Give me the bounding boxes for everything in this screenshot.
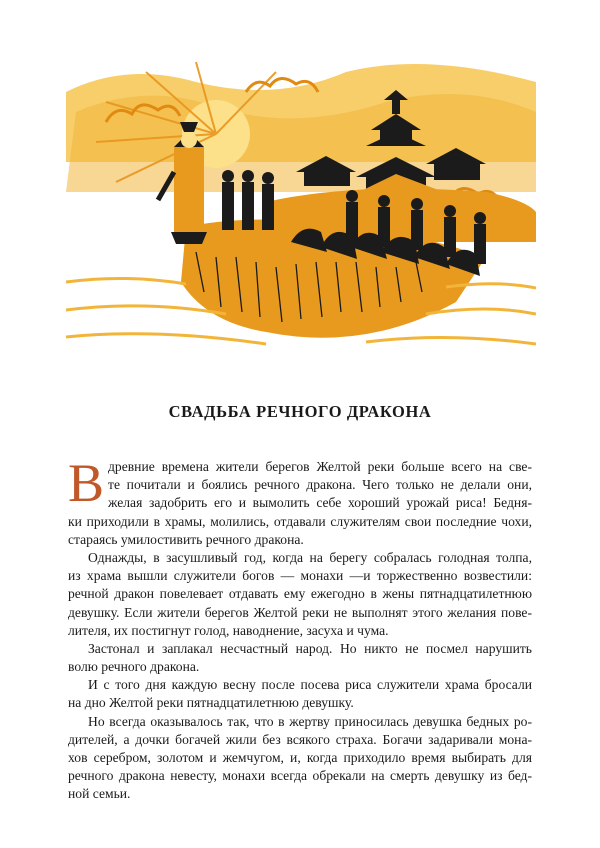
illustration-dragon-shore [66,52,536,362]
text-line: хов серебром, золотом и жемчугом, и, когда приходило время выбирать для [68,750,532,765]
text-line: волю речного дракона. [68,659,200,675]
story-body [68,453,532,804]
text-line: стараясь умилостивить речного дракона. [68,531,304,547]
text-line: из храма вышли служители богов — монахи —и торжественно возвестили: [68,568,532,584]
text-line: речного дракона невесту, монахи всегда обрекали на смерть девушку из бед- [68,768,532,784]
text-line: на дно Желтой реки пятнадцатилетнюю девушку. [68,695,354,711]
text-line: ки приходили в храмы, молились, отдавали служителям свои последние чохи, [68,513,532,529]
text-line: Но всегда оказывалось так, что в жертву приносилась девушка бедных ро- [88,713,532,729]
text-line: те почитали и боялись речного дракона. Чего только не делали они, [108,477,532,493]
chapter-illustration [66,52,536,362]
text-line: лителя, их постигнут голод, наводнение, засуха и чума. [68,622,389,638]
text-line: речной дракон повелевает отдавать ему ежегодно в жены пятнадцатилетнюю [68,586,532,602]
text-line: древние времена жители берегов Желтой реки больше всего на све- [108,459,532,474]
drop-cap: В [68,453,105,513]
text-line: ной семьи. [68,786,131,802]
text-line: девушку. Если жители берегов Желтой реки не выполнят этого желания пове- [68,604,532,620]
text-line: Однажды, в засушливый год, когда на берегу собралась голодная толпа, [88,549,532,565]
chapter-title: СВАДЬБА РЕЧНОГО ДРАКОНА [168,402,432,421]
text-line: желая задобрить его и вымолить себе хороший урожай риса! Бедня- [108,495,532,511]
text-line: И с того дня каждую весну после посева риса служители храма бросали [88,677,532,693]
text-line: дителей, а дочки богачей жили без всякого страха. Богачи задаривали мона- [68,731,532,747]
text-line: Застонал и заплакал несчастный народ. Но никто не посмел нарушить [88,640,532,656]
